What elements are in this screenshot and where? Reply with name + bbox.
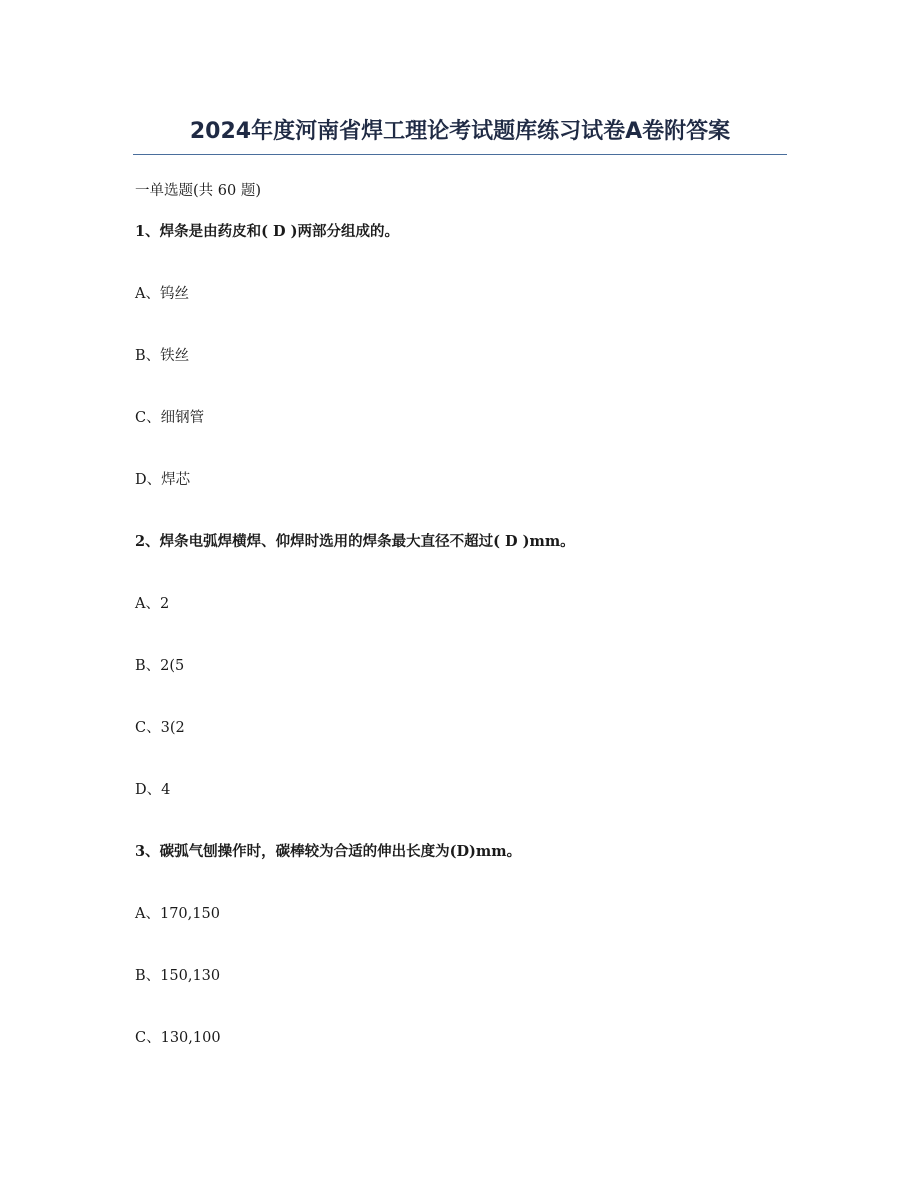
question-2-option-b: B、2(5 <box>135 658 185 674</box>
document-title: 2024年度河南省焊工理论考试题库练习试卷A卷附答案 <box>189 119 731 144</box>
question-1-option-d: D、焊芯 <box>135 472 191 488</box>
question-3-option-c: C、130,100 <box>135 1030 221 1046</box>
title-divider <box>133 154 787 155</box>
question-1-option-a: A、钨丝 <box>135 286 189 302</box>
question-2-option-d: D、4 <box>135 782 171 798</box>
question-1-text: 1、焊条是由药皮和( D )两部分组成的。 <box>135 223 399 240</box>
question-1-option-b: B、铁丝 <box>135 348 190 364</box>
question-2-option-c: C、3(2 <box>135 720 185 736</box>
question-3-option-b: B、150,130 <box>135 968 221 984</box>
question-1-option-c: C、细钢管 <box>135 410 205 426</box>
question-3-option-a: A、170,150 <box>135 906 220 922</box>
question-2-text: 2、焊条电弧焊横焊、仰焊时选用的焊条最大直径不超过( D )mm。 <box>135 533 575 550</box>
question-3-text: 3、碳弧气刨操作时，碳棒较为合适的伸出长度为(D)mm。 <box>135 843 522 860</box>
question-2-option-a: A、2 <box>135 596 170 612</box>
section-header: 一单选题(共 60 题) <box>135 183 261 199</box>
